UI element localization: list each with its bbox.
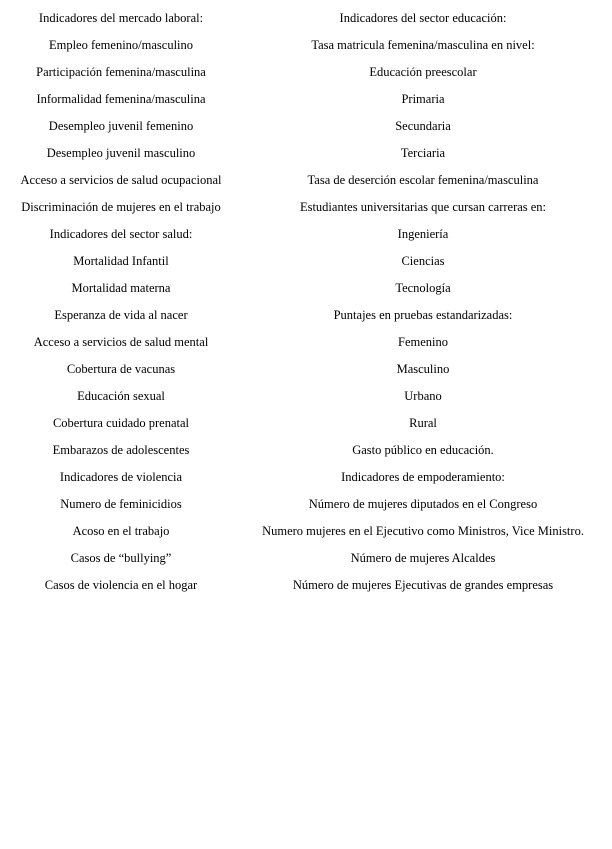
right-column-cell: Número de mujeres Ejecutivas de grandes empresas bbox=[292, 578, 554, 592]
table-row bbox=[0, 356, 612, 383]
left-column-cell: Educación sexual bbox=[77, 389, 165, 403]
left-column-cell: Indicadores de violencia bbox=[59, 470, 183, 484]
table-row bbox=[0, 464, 612, 491]
right-column-cell: Educación preescolar bbox=[369, 65, 477, 79]
left-column-cell: Mortalidad materna bbox=[71, 281, 171, 295]
right-column-cell: Primaria bbox=[401, 92, 445, 106]
right-column-cell: Indicadores de empoderamiento: bbox=[341, 470, 505, 484]
table-row bbox=[0, 140, 612, 167]
table-row bbox=[0, 491, 612, 518]
table-row bbox=[0, 86, 612, 113]
table-row bbox=[0, 329, 612, 356]
left-column-cell: Informalidad femenina/masculina bbox=[36, 92, 206, 106]
left-column-cell: Acceso a servicios de salud mental bbox=[33, 335, 209, 349]
right-column-cell: Ingeniería bbox=[397, 227, 449, 241]
right-column-cell: Indicadores del sector educación: bbox=[339, 11, 507, 25]
right-column-cell: Número de mujeres Alcaldes bbox=[350, 551, 496, 565]
left-column-cell: Empleo femenino/masculino bbox=[48, 38, 194, 52]
left-column-cell: Acceso a servicios de salud ocupacional bbox=[20, 173, 222, 187]
left-column-cell: Participación femenina/masculina bbox=[36, 65, 206, 79]
table-row bbox=[0, 59, 612, 86]
right-column-cell: Tasa de deserción escolar femenina/masculina bbox=[307, 173, 539, 187]
table-row bbox=[0, 32, 612, 59]
table-row bbox=[0, 437, 612, 464]
left-column-cell: Esperanza de vida al nacer bbox=[54, 308, 188, 322]
right-column-cell: Tasa matricula femenina/masculina en nivel: bbox=[311, 38, 535, 52]
table-row bbox=[0, 302, 612, 329]
left-column-cell: Indicadores del mercado laboral: bbox=[38, 11, 204, 25]
table-row bbox=[0, 221, 612, 248]
right-column-cell: Gasto público en educación. bbox=[352, 443, 494, 457]
left-column-cell: Discriminación de mujeres en el trabajo bbox=[21, 200, 221, 214]
right-column-cell: Número de mujeres diputados en el Congreso bbox=[308, 497, 538, 511]
right-column-cell: Femenino bbox=[398, 335, 448, 349]
right-column-cell: Rural bbox=[409, 416, 437, 430]
right-column-cell: Numero mujeres en el Ejecutivo como Ministros, Vice Ministro. bbox=[262, 524, 584, 538]
left-column-cell: Cobertura cuidado prenatal bbox=[52, 416, 190, 430]
left-column-cell: Mortalidad Infantil bbox=[73, 254, 169, 268]
left-column-cell: Casos de violencia en el hogar bbox=[44, 578, 198, 592]
indicators-table bbox=[0, 5, 612, 599]
table-row bbox=[0, 383, 612, 410]
table-row bbox=[0, 113, 612, 140]
right-column-cell: Masculino bbox=[396, 362, 450, 376]
table-row bbox=[0, 248, 612, 275]
left-column-cell: Embarazos de adolescentes bbox=[52, 443, 190, 457]
left-column-cell: Cobertura de vacunas bbox=[66, 362, 176, 376]
table-row bbox=[0, 410, 612, 437]
left-column-cell: Numero de feminicidios bbox=[60, 497, 182, 511]
right-column-cell: Estudiantes universitarias que cursan carreras en: bbox=[299, 200, 547, 214]
table-row bbox=[0, 194, 612, 221]
right-column-cell: Terciaria bbox=[400, 146, 446, 160]
right-column-cell: Tecnología bbox=[395, 281, 451, 295]
left-column-cell: Desempleo juvenil femenino bbox=[48, 119, 194, 133]
table-row bbox=[0, 5, 612, 32]
right-column-cell: Secundaria bbox=[395, 119, 451, 133]
right-column-cell: Puntajes en pruebas estandarizadas: bbox=[333, 308, 513, 322]
right-column-cell: Ciencias bbox=[401, 254, 445, 268]
left-column-cell: Desempleo juvenil masculino bbox=[46, 146, 196, 160]
left-column-cell: Casos de “bullying” bbox=[70, 551, 172, 565]
table-row bbox=[0, 275, 612, 302]
table-row bbox=[0, 545, 612, 572]
table-row bbox=[0, 572, 612, 599]
right-column-cell: Urbano bbox=[404, 389, 442, 403]
left-column-cell: Acoso en el trabajo bbox=[72, 524, 170, 538]
table-row bbox=[0, 167, 612, 194]
table-row bbox=[0, 518, 612, 545]
left-column-cell: Indicadores del sector salud: bbox=[49, 227, 193, 241]
